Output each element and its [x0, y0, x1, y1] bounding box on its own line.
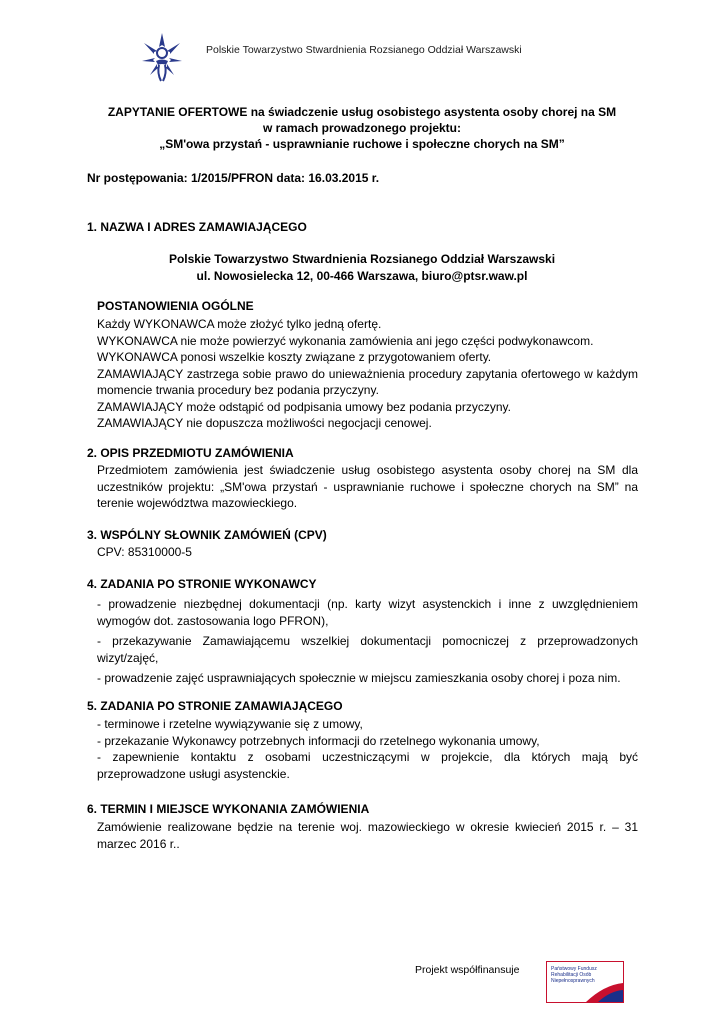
pfron-logo	[546, 961, 624, 1003]
list-item: - zapewnienie kontaktu z osobami uczestniczącymi w projekcie, dla których mają być przeprowadzone usługi asystenckie.	[97, 750, 638, 781]
cpv-code: CPV: 85310000-5	[97, 545, 192, 559]
section-6-text: Zamówienie realizowane będzie na terenie woj. mazowieckiego w okresie kwiecień 2015 r. – 31 marzec 2016 r..	[97, 820, 638, 851]
cofinanced-label: Projekt współfinansuje	[415, 964, 520, 976]
list-item: WYKONAWCA nie może powierzyć wykonania zamówienia ani jego części podwykonawcom.	[97, 333, 594, 348]
procedure-number: Nr postępowania: 1/2015/PFRON data: 16.03.2015 r.	[87, 171, 380, 185]
title-line-1: ZAPYTANIE OFERTOWE na świadczenie usług osobistego asystenta osoby chorej na SM	[107, 105, 617, 119]
list-item: - prowadzenie zajęć usprawniających społecznie w miejscu zamieszkania osoby chorej i poza nim.	[97, 671, 621, 685]
header-organization: Polskie Towarzystwo Stwardnienia Rozsianego Oddział Warszawski	[206, 44, 522, 56]
section-3-heading: 3. WSPÓLNY SŁOWNIK ZAMÓWIEŃ (CPV)	[87, 528, 327, 542]
title-line-3: „SM'owa przystań - usprawnianie ruchowe i społeczne chorych na SM”	[159, 137, 565, 151]
list-item: - prowadzenie niezbędnej dokumentacji (np. karty wizyt asystenckich i inne z uwzględnieniem wymogów dot. zastosowania logo PFRON),	[97, 597, 638, 628]
list-item: ZAMAWIAJĄCY zastrzega sobie prawo do unieważnienia procedury zapytania ofertowego w każdym momencie trwania procedury bez podania przyczyny.	[97, 366, 638, 397]
section-5-list	[97, 716, 638, 782]
list-item: - przekazanie Wykonawcy potrzebnych informacji do rzetelnego wykonania umowy,	[97, 733, 540, 748]
general-provisions-list	[97, 316, 638, 432]
svg-text:Państwowy Fundusz: Państwowy Fundusz	[551, 966, 597, 972]
section-2-text: Przedmiotem zamówienia jest świadczenie usług osobistego asystenta osoby chorej na SM dla uczestników projektu: „SM'owa przystań - usprawnianie ruchowe i społeczne chorych na SM” na terenie województwa mazowieckiego.	[97, 463, 638, 510]
section-6-heading: 6. TERMIN I MIEJSCE WYKONANIA ZAMÓWIENIA	[87, 802, 370, 816]
svg-text:Rehabilitacji Osób: Rehabilitacji Osób	[551, 972, 592, 978]
list-item: - terminowe i rzetelne wywiązywanie się z umowy,	[97, 717, 363, 731]
list-item: ZAMAWIAJĄCY nie dopuszcza możliwości negocjacji cenowej.	[97, 416, 432, 430]
section-4-list	[97, 596, 638, 691]
section-5-heading: 5. ZADANIA PO STRONIE ZAMAWIAJĄCEGO	[87, 699, 343, 713]
ordering-party-name: Polskie Towarzystwo Stwardnienia Rozsianego Oddział Warszawski	[168, 252, 556, 266]
ptsr-logo-icon	[140, 31, 184, 83]
section-2-heading: 2. OPIS PRZEDMIOTU ZAMÓWIENIA	[87, 446, 294, 460]
list-item: ZAMAWIAJĄCY może odstąpić od podpisania umowy bez podania przyczyny.	[97, 399, 511, 414]
svg-text:Niepełnosprawnych: Niepełnosprawnych	[551, 978, 595, 984]
section-1-heading: 1. NAZWA I ADRES ZAMAWIAJĄCEGO	[87, 220, 307, 234]
general-provisions-heading: POSTANOWIENIA OGÓLNE	[97, 299, 254, 313]
ordering-party-address: ul. Nowosielecka 12, 00-466 Warszawa, biuro@ptsr.waw.pl	[196, 269, 528, 283]
list-item: WYKONAWCA ponosi wszelkie koszty związane z przygotowaniem oferty.	[97, 350, 492, 364]
title-line-2: w ramach prowadzonego projektu:	[262, 121, 462, 135]
document-title	[0, 104, 724, 152]
list-item: - przekazywanie Zamawiającemu wszelkiej dokumentacji pomocniczej z przeprowadzonych wizyt/zajęć,	[97, 634, 638, 665]
section-4-heading: 4. ZADANIA PO STRONIE WYKONAWCY	[87, 577, 317, 591]
list-item: Każdy WYKONAWCA może złożyć tylko jedną ofertę.	[97, 317, 382, 331]
